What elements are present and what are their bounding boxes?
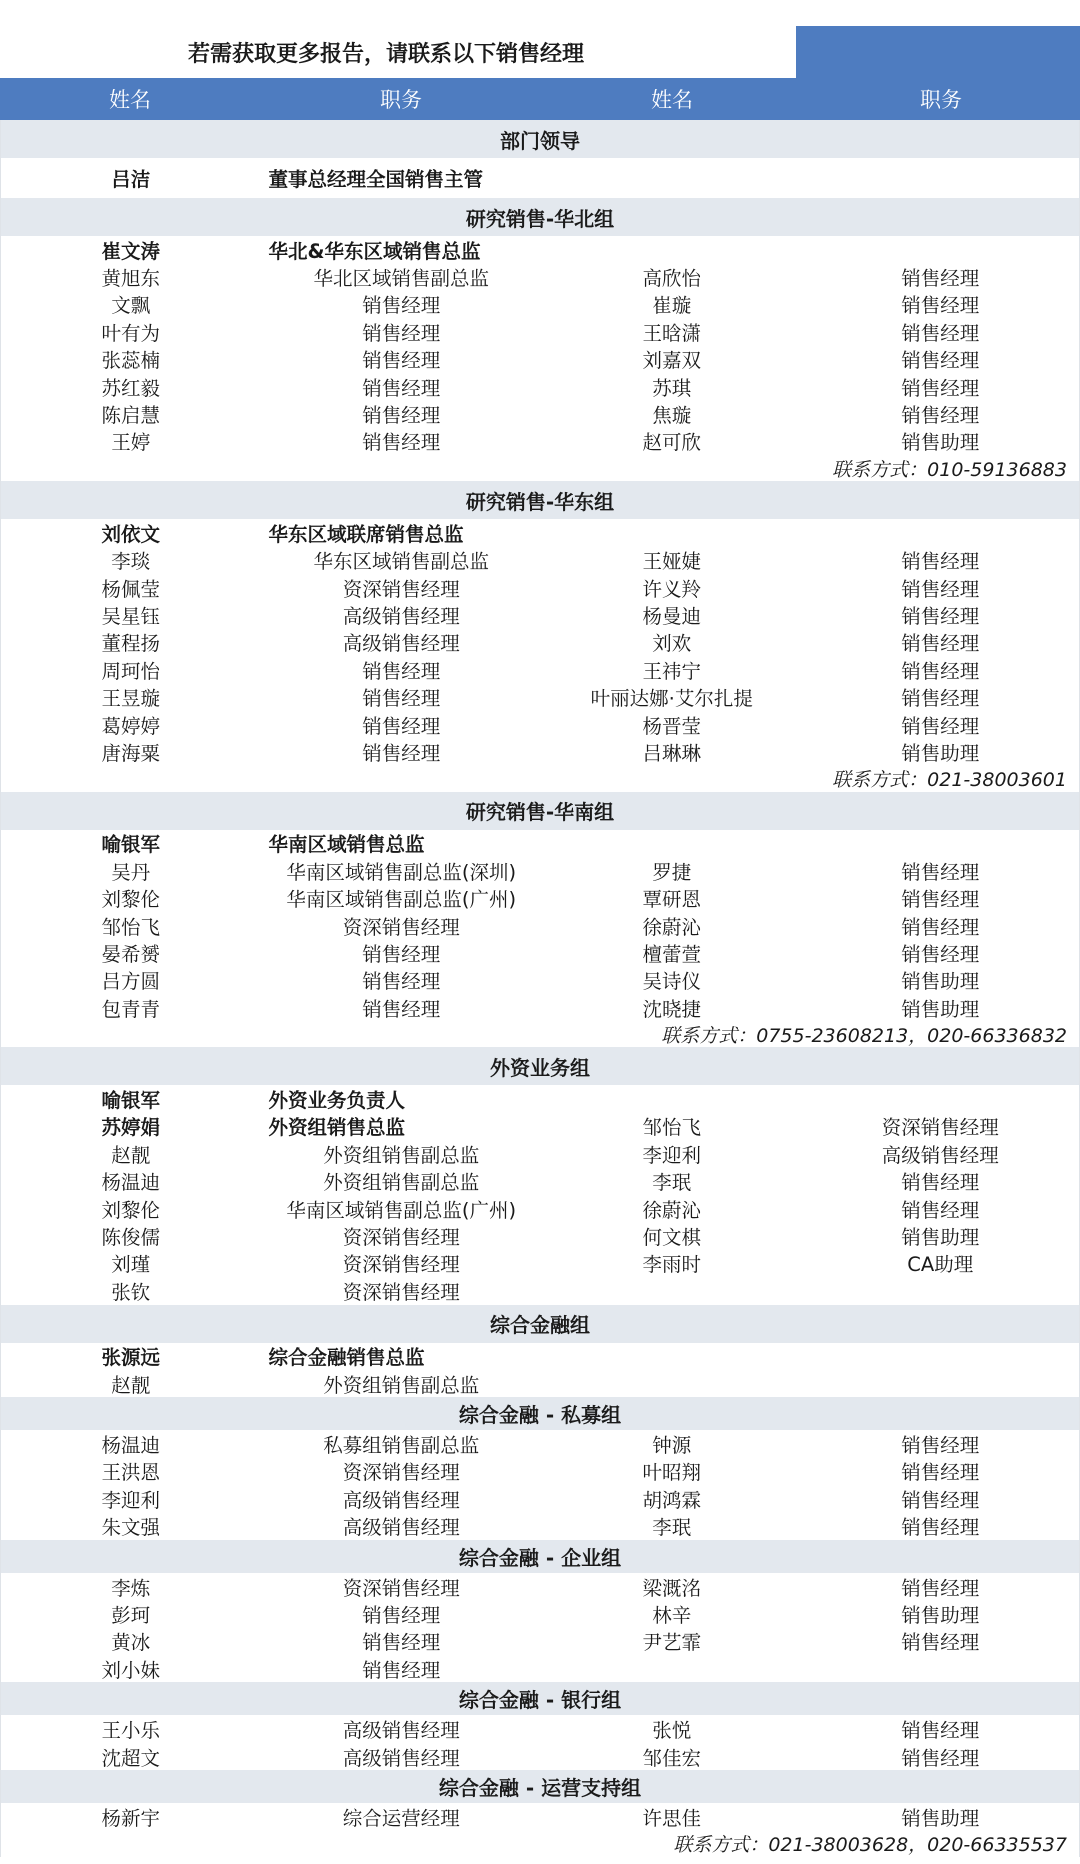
- member-name: 杨晋莹: [642, 714, 702, 738]
- member-name: 杨佩莹: [101, 577, 161, 601]
- table-row: [0, 1485, 1080, 1512]
- table-row: [0, 994, 1080, 1021]
- member-title: 高级销售经理: [342, 1719, 460, 1743]
- member-title: 销售经理: [362, 404, 441, 428]
- member-title: CA助理: [907, 1253, 974, 1277]
- header-title-1: 职务: [380, 88, 422, 112]
- member-name: 梁溉洺: [642, 1576, 702, 1600]
- contact-table-body: [0, 120, 1080, 1857]
- member-title: 销售经理: [362, 1658, 441, 1682]
- member-title: 销售经理: [901, 1171, 980, 1195]
- member-name: 沈晓捷: [642, 997, 702, 1021]
- member-title: 销售经理: [901, 1516, 980, 1540]
- member-name: 徐蔚沁: [642, 915, 702, 939]
- lead-title: 华南区域销售总监: [268, 833, 425, 857]
- member-name: 杨温迪: [101, 1171, 161, 1195]
- member-name: 董程扬: [101, 632, 161, 656]
- section-header: 综合金融组: [0, 1305, 1080, 1343]
- member-title: 高级销售经理: [342, 1516, 460, 1540]
- member-name: 李迎利: [642, 1143, 702, 1167]
- member-name: 吴星钰: [101, 605, 161, 628]
- table-row: [0, 1803, 1080, 1830]
- member-name: 赵靓: [111, 1143, 151, 1167]
- table-row: [0, 1512, 1080, 1539]
- member-name: 焦璇: [652, 404, 692, 428]
- member-title: 外资组销售副总监: [323, 1143, 480, 1167]
- lead-name: 喻银军: [101, 1089, 161, 1113]
- member-title: 高级销售经理: [881, 1143, 999, 1167]
- section-header: 部门领导: [0, 120, 1080, 158]
- member-title: 华南区域销售副总监(广州): [286, 888, 517, 912]
- member-name: 葛婷婷: [101, 714, 161, 738]
- member-name: 钟源: [652, 1433, 692, 1457]
- lead-title: 外资组销售总监: [268, 1116, 406, 1140]
- lead-row: [0, 158, 1080, 198]
- member-title: 高级销售经理: [342, 632, 460, 656]
- member-name: 胡鸿霖: [642, 1488, 702, 1512]
- lead-title: 外资业务负责人: [268, 1089, 406, 1113]
- member-name: 檀蕾萱: [642, 942, 702, 966]
- member-title: 销售经理: [901, 659, 980, 683]
- member-name: 苏琪: [652, 376, 692, 400]
- member-title: 高级销售经理: [342, 1746, 460, 1770]
- column-header-row: [0, 78, 1080, 120]
- member-name: 王洪恩: [101, 1461, 161, 1485]
- member-name: 王晗潇: [642, 321, 702, 345]
- member-name: 杨新宇: [101, 1806, 161, 1830]
- table-row: [0, 1250, 1080, 1277]
- member-title: 销售经理: [901, 349, 980, 373]
- member-title: 销售经理: [901, 1576, 980, 1600]
- member-title: 销售经理: [362, 1631, 441, 1655]
- member-name: 彭珂: [111, 1603, 151, 1627]
- member-name: 刘小妹: [101, 1658, 161, 1682]
- member-name: 陈启慧: [101, 404, 161, 428]
- table-row: [0, 1743, 1080, 1770]
- lead-name: 吕洁: [111, 168, 151, 191]
- lead-title: 董事总经理全国销售主管: [268, 168, 484, 191]
- member-name: 许思佳: [642, 1806, 702, 1830]
- table-row: [0, 1628, 1080, 1655]
- contact-info: 联系方式：021-38003628，020-66335537: [0, 1831, 1080, 1857]
- table-row: [0, 1140, 1080, 1167]
- table-row: [0, 547, 1080, 574]
- member-title: 销售经理: [901, 376, 980, 400]
- member-name: 吴诗仪: [642, 970, 702, 994]
- member-name: 叶昭翔: [642, 1461, 702, 1485]
- banner-accent-block: [796, 26, 1080, 78]
- member-title: 华南区域销售副总监(深圳): [286, 860, 517, 884]
- member-title: 销售经理: [901, 1461, 980, 1485]
- member-name: 唐海粟: [101, 741, 161, 765]
- member-title: 华北区域销售副总监: [313, 267, 490, 291]
- table-row: [0, 939, 1080, 966]
- header-name-2: 姓名: [651, 88, 693, 112]
- member-title: 销售经理: [901, 1488, 980, 1512]
- table-row: [0, 711, 1080, 738]
- section-header: 研究销售-华南组: [0, 792, 1080, 830]
- member-name: 李珉: [652, 1516, 692, 1540]
- member-name: 高欣怡: [642, 267, 702, 291]
- table-row: [0, 884, 1080, 911]
- member-name: 周珂怡: [101, 659, 161, 683]
- member-name: 张悦: [652, 1719, 692, 1743]
- member-name: 杨温迪: [101, 1433, 161, 1457]
- contact-info: 联系方式：010-59136883: [0, 455, 1080, 481]
- member-name: 罗捷: [652, 860, 692, 884]
- contact-info: 联系方式：021-38003601: [0, 766, 1080, 792]
- member-name: 叶丽达娜·艾尔扎提: [590, 687, 753, 711]
- lead-name: 刘依文: [101, 522, 161, 546]
- table-row: [0, 574, 1080, 601]
- member-name: 朱文强: [101, 1516, 161, 1540]
- table-row: [0, 1430, 1080, 1457]
- member-title: 资深销售经理: [342, 1253, 460, 1277]
- table-row: [0, 1195, 1080, 1222]
- member-title: 销售经理: [901, 1746, 980, 1770]
- lead-name: 崔文涛: [101, 239, 161, 263]
- member-name: 包青青: [101, 997, 161, 1021]
- member-title: 资深销售经理: [342, 577, 460, 601]
- member-title: 销售经理: [362, 687, 441, 711]
- member-title: 资深销售经理: [342, 1576, 460, 1600]
- table-row: [0, 629, 1080, 656]
- table-row: [0, 1655, 1080, 1682]
- member-title: 综合运营经理: [342, 1806, 460, 1830]
- section-header: 外资业务组: [0, 1047, 1080, 1085]
- member-name: 王祎宁: [642, 659, 702, 683]
- member-name: 杨曼迪: [642, 605, 702, 628]
- table-row: [0, 318, 1080, 345]
- member-name: 邹怡飞: [101, 915, 161, 939]
- member-name: 李迎利: [101, 1488, 161, 1512]
- member-name: 文飘: [111, 294, 151, 318]
- member-title: 销售经理: [901, 1198, 980, 1222]
- table-row: [0, 857, 1080, 884]
- member-title: 销售经理: [901, 915, 980, 939]
- member-title: 销售助理: [901, 970, 980, 994]
- member-name: 吴丹: [111, 860, 151, 884]
- member-name: 徐蔚沁: [642, 1198, 702, 1222]
- member-title: 销售助理: [901, 997, 980, 1021]
- lead-title: 华北&华东区域销售总监: [268, 239, 481, 263]
- member-title: 资深销售经理: [342, 1226, 460, 1250]
- member-title: 销售经理: [362, 376, 441, 400]
- member-name: 李琰: [111, 550, 151, 574]
- table-row: [0, 601, 1080, 628]
- member-title: 销售经理: [362, 942, 441, 966]
- table-row: [0, 263, 1080, 290]
- table-row: [0, 346, 1080, 373]
- member-title: 销售经理: [901, 550, 980, 574]
- member-title: 销售经理: [362, 714, 441, 738]
- member-title: 资深销售经理: [342, 1461, 460, 1485]
- lead-title: 华东区域联席销售总监: [268, 522, 464, 546]
- member-name: 刘黎伦: [101, 1198, 161, 1222]
- section-header: 综合金融 - 运营支持组: [0, 1770, 1080, 1803]
- member-title: 销售经理: [362, 321, 441, 345]
- table-row: [0, 912, 1080, 939]
- member-name: 王小乐: [101, 1719, 161, 1743]
- table-row: [0, 1600, 1080, 1627]
- member-name: 王娅婕: [642, 550, 702, 574]
- member-title: 高级销售经理: [342, 605, 460, 628]
- member-name: 刘嘉双: [642, 349, 702, 373]
- member-name: 李雨时: [642, 1253, 702, 1277]
- member-title: 销售经理: [901, 577, 980, 601]
- member-title: 销售经理: [362, 970, 441, 994]
- section-header: 综合金融 - 银行组: [0, 1682, 1080, 1715]
- table-row: [0, 1370, 1080, 1397]
- member-title: 华南区域销售副总监(广州): [286, 1198, 517, 1222]
- table-row: [0, 400, 1080, 427]
- member-name: 李炼: [111, 1576, 151, 1600]
- member-title: 销售经理: [901, 687, 980, 711]
- lead-name: 苏婷娟: [101, 1116, 161, 1140]
- member-name: 张钦: [111, 1280, 151, 1304]
- member-name: 刘黎伦: [101, 888, 161, 912]
- lead-name: 喻银军: [101, 833, 161, 857]
- member-title: 销售经理: [362, 997, 441, 1021]
- table-row: [0, 1715, 1080, 1742]
- table-row: [0, 1222, 1080, 1249]
- table-row: [0, 373, 1080, 400]
- member-name: 吕琳琳: [642, 741, 702, 765]
- member-name: 刘瑾: [111, 1253, 151, 1277]
- member-name: 何文棋: [642, 1226, 702, 1250]
- member-name: 赵可欣: [642, 431, 702, 455]
- lead-row: [0, 1343, 1080, 1370]
- member-title: 销售助理: [901, 741, 980, 765]
- member-name: 尹艺霏: [642, 1631, 702, 1655]
- member-name: 晏希赟: [101, 942, 161, 966]
- member-title: 私募组销售副总监: [323, 1433, 480, 1457]
- member-title: 销售经理: [901, 942, 980, 966]
- table-row: [0, 1168, 1080, 1195]
- lead-name-2: 邹怡飞: [642, 1116, 702, 1140]
- member-name: 刘欢: [652, 632, 692, 656]
- member-name: 张蕊楠: [101, 349, 161, 373]
- member-title: 销售助理: [901, 1806, 980, 1830]
- lead-row: [0, 1085, 1080, 1112]
- table-row: [0, 1277, 1080, 1304]
- lead-name: 张源远: [101, 1346, 161, 1370]
- member-name: 许义羚: [642, 577, 702, 601]
- member-name: 黄旭东: [101, 267, 161, 291]
- lead-row: [0, 236, 1080, 263]
- member-title: 销售助理: [901, 431, 980, 455]
- member-title: 华东区域销售副总监: [313, 550, 490, 574]
- table-row: [0, 967, 1080, 994]
- member-title: 资深销售经理: [342, 1280, 460, 1304]
- member-name: 王婷: [111, 431, 151, 455]
- section-header: 综合金融 - 私募组: [0, 1397, 1080, 1430]
- section-header: 研究销售-华东组: [0, 481, 1080, 519]
- member-title: 销售经理: [362, 349, 441, 373]
- member-title: 销售经理: [901, 1719, 980, 1743]
- member-name: 赵靓: [111, 1373, 151, 1397]
- member-title: 销售经理: [901, 294, 980, 318]
- member-name: 崔璇: [652, 294, 692, 318]
- member-title: 销售经理: [362, 294, 441, 318]
- lead-row: [0, 1113, 1080, 1140]
- table-row: [0, 1458, 1080, 1485]
- member-title: 销售经理: [901, 888, 980, 912]
- member-name: 邹佳宏: [642, 1746, 702, 1770]
- table-row: [0, 683, 1080, 710]
- member-title: 销售经理: [362, 431, 441, 455]
- section-header: 研究销售-华北组: [0, 198, 1080, 236]
- member-name: 李珉: [652, 1171, 692, 1195]
- table-row: [0, 738, 1080, 765]
- header-title-2: 职务: [920, 88, 962, 112]
- member-name: 黄冰: [111, 1631, 151, 1655]
- member-title: 销售经理: [901, 632, 980, 656]
- member-title: 外资组销售副总监: [323, 1171, 480, 1195]
- member-name: 覃研恩: [642, 888, 702, 912]
- member-title: 销售经理: [901, 714, 980, 738]
- member-name: 苏红毅: [101, 376, 161, 400]
- member-name: 王昱璇: [101, 687, 161, 711]
- member-title: 销售经理: [901, 267, 980, 291]
- member-title: 销售经理: [901, 860, 980, 884]
- member-title: 高级销售经理: [342, 1488, 460, 1512]
- member-title: 销售经理: [901, 404, 980, 428]
- banner-title: 若需获取更多报告，请联系以下销售经理: [0, 26, 796, 78]
- lead-title-2: 资深销售经理: [881, 1116, 999, 1140]
- section-header: 综合金融 - 企业组: [0, 1540, 1080, 1573]
- contact-info: 联系方式：0755-23608213，020-66336832: [0, 1021, 1080, 1047]
- member-title: 销售经理: [901, 321, 980, 345]
- member-name: 叶有为: [101, 321, 161, 345]
- header-name-1: 姓名: [109, 88, 151, 112]
- member-title: 销售经理: [362, 741, 441, 765]
- lead-row: [0, 830, 1080, 857]
- member-title: 销售经理: [901, 1433, 980, 1457]
- member-title: 销售经理: [901, 605, 980, 628]
- member-title: 外资组销售副总监: [323, 1373, 480, 1397]
- member-title: 资深销售经理: [342, 915, 460, 939]
- member-name: 吕方圆: [101, 970, 161, 994]
- member-title: 销售经理: [362, 659, 441, 683]
- member-name: 林辛: [652, 1603, 692, 1627]
- lead-title: 综合金融销售总监: [268, 1346, 425, 1370]
- table-row: [0, 291, 1080, 318]
- top-banner-bar: [0, 0, 1080, 78]
- member-title: 销售经理: [362, 1603, 441, 1627]
- member-title: 销售助理: [901, 1226, 980, 1250]
- member-name: 陈俊儒: [101, 1226, 161, 1250]
- table-row: [0, 428, 1080, 455]
- member-title: 销售助理: [901, 1603, 980, 1627]
- lead-row: [0, 519, 1080, 546]
- member-name: 沈超文: [101, 1746, 161, 1770]
- table-row: [0, 656, 1080, 683]
- member-title: 销售经理: [901, 1631, 980, 1655]
- table-row: [0, 1573, 1080, 1600]
